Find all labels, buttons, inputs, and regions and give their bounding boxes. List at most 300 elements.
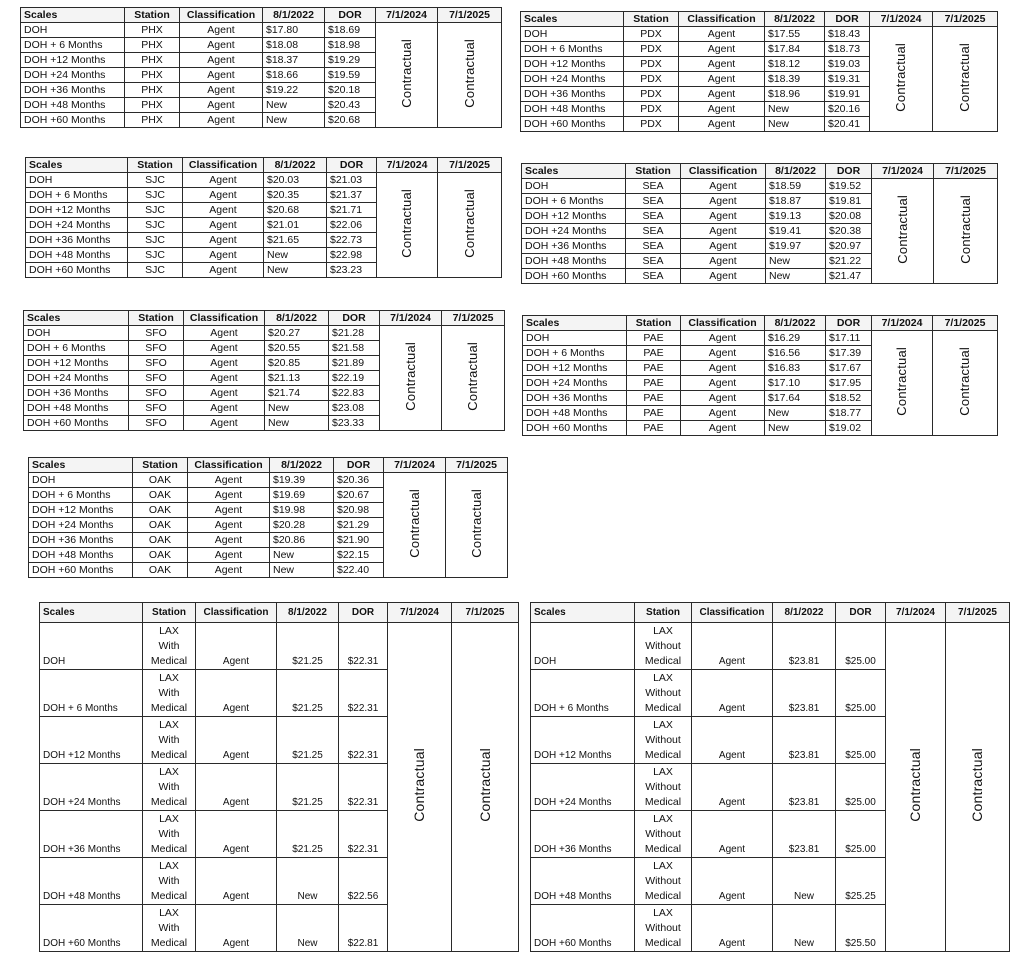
station-code: LAX bbox=[159, 625, 179, 637]
rate-2022-cell: $21.25 bbox=[277, 717, 339, 764]
rate-2022-cell: $19.13 bbox=[766, 209, 826, 224]
scale-cell: DOH +24 Months bbox=[522, 224, 626, 239]
scale-cell: DOH +48 Months bbox=[531, 858, 635, 905]
rate-2022-cell: New bbox=[765, 102, 825, 117]
station-cell bbox=[635, 764, 692, 811]
scale-table-sfo bbox=[23, 310, 505, 431]
scale-cell: DOH +48 Months bbox=[523, 406, 627, 421]
classification-cell: Agent bbox=[681, 224, 766, 239]
dor-cell: $25.00 bbox=[836, 811, 886, 858]
station-cell: OAK bbox=[133, 518, 188, 533]
header-station: Station bbox=[143, 603, 196, 623]
classification-cell: Agent bbox=[681, 406, 765, 421]
table-row bbox=[523, 331, 998, 346]
header-date-2024: 7/1/2024 bbox=[870, 12, 933, 27]
station-qualifier: With bbox=[158, 640, 180, 652]
station-code: LAX bbox=[653, 907, 673, 919]
rate-2022-cell: $20.86 bbox=[270, 533, 334, 548]
scale-cell: DOH +12 Months bbox=[24, 356, 129, 371]
table-row bbox=[521, 27, 998, 42]
header-station: Station bbox=[129, 311, 184, 326]
station-cell: SFO bbox=[129, 341, 184, 356]
scale-cell: DOH bbox=[40, 623, 143, 670]
classification-cell: Agent bbox=[681, 421, 765, 436]
header-classification: Classification bbox=[196, 603, 277, 623]
scale-cell: DOH +36 Months bbox=[521, 87, 624, 102]
table-row bbox=[531, 623, 1010, 670]
header-classification: Classification bbox=[681, 164, 766, 179]
scale-cell: DOH +60 Months bbox=[24, 416, 129, 431]
contractual-label: Contractual bbox=[957, 194, 973, 264]
rate-2022-cell: $19.98 bbox=[270, 503, 334, 518]
scale-cell: DOH + 6 Months bbox=[522, 194, 626, 209]
header-classification: Classification bbox=[681, 316, 765, 331]
header-scales: Scales bbox=[521, 12, 624, 27]
header-station: Station bbox=[125, 8, 180, 23]
rate-2022-cell: $18.59 bbox=[766, 179, 826, 194]
classification-cell: Agent bbox=[188, 488, 270, 503]
classification-cell: Agent bbox=[188, 533, 270, 548]
header-scales: Scales bbox=[522, 164, 626, 179]
station-code: LAX bbox=[159, 813, 179, 825]
scale-cell: DOH +60 Months bbox=[531, 905, 635, 952]
station-cell: SEA bbox=[626, 179, 681, 194]
header-scales: Scales bbox=[21, 8, 125, 23]
dor-cell: $21.03 bbox=[327, 173, 377, 188]
scale-cell: DOH +60 Months bbox=[26, 263, 128, 278]
scale-table-lax-with-medical bbox=[39, 602, 519, 952]
scale-cell: DOH +48 Months bbox=[522, 254, 626, 269]
station-qualifier: With bbox=[158, 828, 180, 840]
header-station: Station bbox=[626, 164, 681, 179]
contractual-label: Contractual bbox=[893, 42, 908, 112]
classification-cell: Agent bbox=[196, 858, 277, 905]
classification-cell: Agent bbox=[692, 764, 773, 811]
dor-cell: $18.52 bbox=[826, 391, 872, 406]
station-cell: PDX bbox=[624, 117, 679, 132]
classification-cell: Agent bbox=[196, 623, 277, 670]
station-qualifier: With bbox=[158, 875, 180, 887]
classification-cell: Agent bbox=[183, 203, 264, 218]
scale-cell: DOH +36 Months bbox=[26, 233, 128, 248]
rate-2022-cell: $21.25 bbox=[277, 811, 339, 858]
station-cell: OAK bbox=[133, 533, 188, 548]
table-row bbox=[21, 23, 502, 38]
dor-cell: $19.02 bbox=[826, 421, 872, 436]
scale-cell: DOH +60 Months bbox=[523, 421, 627, 436]
header-dor: DOR bbox=[836, 603, 886, 623]
dor-cell: $23.23 bbox=[327, 263, 377, 278]
classification-cell: Agent bbox=[188, 563, 270, 578]
rate-2022-cell: New bbox=[766, 269, 826, 284]
dor-cell: $19.31 bbox=[825, 72, 870, 87]
classification-cell: Agent bbox=[180, 113, 263, 128]
station-medical: Medical bbox=[150, 749, 188, 761]
contractual-2025-cell bbox=[438, 173, 502, 278]
header-classification: Classification bbox=[183, 158, 264, 173]
dor-cell: $19.29 bbox=[325, 53, 376, 68]
station-medical: Medical bbox=[150, 890, 188, 902]
contractual-2024-cell bbox=[872, 331, 933, 436]
header-row bbox=[521, 12, 998, 27]
classification-cell: Agent bbox=[183, 233, 264, 248]
header-dor: DOR bbox=[334, 458, 384, 473]
dor-cell: $19.52 bbox=[826, 179, 872, 194]
header-station: Station bbox=[627, 316, 681, 331]
header-classification: Classification bbox=[692, 603, 773, 623]
header-date-2024: 7/1/2024 bbox=[376, 8, 438, 23]
station-cell: SEA bbox=[626, 269, 681, 284]
scale-cell: DOH bbox=[24, 326, 129, 341]
dor-cell: $25.25 bbox=[836, 858, 886, 905]
rate-2022-cell: New bbox=[263, 113, 325, 128]
contractual-2025-cell bbox=[946, 623, 1010, 952]
header-date-2024: 7/1/2024 bbox=[886, 603, 946, 623]
station-cell: SJC bbox=[128, 233, 183, 248]
station-cell: PAE bbox=[627, 376, 681, 391]
station-cell: SJC bbox=[128, 173, 183, 188]
station-cell: SJC bbox=[128, 263, 183, 278]
classification-cell: Agent bbox=[183, 248, 264, 263]
station-cell: SFO bbox=[129, 386, 184, 401]
rate-2022-cell: New bbox=[277, 858, 339, 905]
contractual-label: Contractual bbox=[894, 194, 910, 264]
station-code: LAX bbox=[159, 766, 179, 778]
header-date-2022: 8/1/2022 bbox=[765, 316, 826, 331]
station-cell bbox=[635, 811, 692, 858]
scale-cell: DOH +24 Months bbox=[531, 764, 635, 811]
contractual-2024-cell bbox=[886, 623, 946, 952]
station-cell bbox=[635, 623, 692, 670]
scale-cell: DOH +36 Months bbox=[21, 83, 125, 98]
station-medical: Medical bbox=[644, 749, 682, 761]
classification-cell: Agent bbox=[679, 87, 765, 102]
rate-2022-cell: $21.25 bbox=[277, 623, 339, 670]
dor-cell: $25.00 bbox=[836, 623, 886, 670]
station-cell bbox=[635, 670, 692, 717]
rate-2022-cell: New bbox=[264, 263, 327, 278]
scale-cell: DOH +12 Months bbox=[26, 203, 128, 218]
station-medical: Medical bbox=[644, 702, 682, 714]
station-cell: SEA bbox=[626, 209, 681, 224]
dor-cell: $18.73 bbox=[825, 42, 870, 57]
station-cell: PAE bbox=[627, 346, 681, 361]
classification-cell: Agent bbox=[692, 858, 773, 905]
header-classification: Classification bbox=[184, 311, 265, 326]
rate-2022-cell: $23.81 bbox=[773, 717, 836, 764]
rate-2022-cell: $19.97 bbox=[766, 239, 826, 254]
rate-2022-cell: $17.84 bbox=[765, 42, 825, 57]
contractual-2025-cell bbox=[442, 326, 505, 431]
scale-table-oak bbox=[28, 457, 508, 578]
station-cell: PDX bbox=[624, 42, 679, 57]
contractual-2025-cell bbox=[933, 331, 998, 436]
station-cell: PDX bbox=[624, 102, 679, 117]
dor-cell: $22.31 bbox=[339, 764, 388, 811]
rate-2022-cell: $17.10 bbox=[765, 376, 826, 391]
classification-cell: Agent bbox=[184, 416, 265, 431]
dor-cell: $18.69 bbox=[325, 23, 376, 38]
classification-cell: Agent bbox=[679, 42, 765, 57]
scale-cell: DOH +60 Months bbox=[40, 905, 143, 952]
header-dor: DOR bbox=[826, 316, 872, 331]
header-row bbox=[26, 158, 502, 173]
dor-cell: $22.40 bbox=[334, 563, 384, 578]
classification-cell: Agent bbox=[679, 117, 765, 132]
scale-cell: DOH bbox=[26, 173, 128, 188]
classification-cell: Agent bbox=[681, 239, 766, 254]
contractual-2025-cell bbox=[446, 473, 508, 578]
contractual-2025-cell bbox=[452, 623, 519, 952]
classification-cell: Agent bbox=[180, 23, 263, 38]
rate-2022-cell: $17.80 bbox=[263, 23, 325, 38]
dor-cell: $25.00 bbox=[836, 670, 886, 717]
rate-2022-cell: New bbox=[766, 254, 826, 269]
classification-cell: Agent bbox=[180, 83, 263, 98]
station-code: LAX bbox=[159, 719, 179, 731]
header-row bbox=[523, 316, 998, 331]
rate-2022-cell: $21.01 bbox=[264, 218, 327, 233]
dor-cell: $22.98 bbox=[327, 248, 377, 263]
rate-2022-cell: $21.74 bbox=[265, 386, 329, 401]
rate-2022-cell: $20.68 bbox=[264, 203, 327, 218]
station-medical: Medical bbox=[644, 655, 682, 667]
header-row bbox=[531, 603, 1010, 623]
rate-2022-cell: New bbox=[765, 421, 826, 436]
station-qualifier: Without bbox=[645, 828, 681, 840]
station-medical: Medical bbox=[150, 702, 188, 714]
classification-cell: Agent bbox=[681, 209, 766, 224]
classification-cell: Agent bbox=[681, 346, 765, 361]
scale-cell: DOH +24 Months bbox=[521, 72, 624, 87]
classification-cell: Agent bbox=[196, 905, 277, 952]
station-code: LAX bbox=[159, 907, 179, 919]
dor-cell: $21.28 bbox=[329, 326, 380, 341]
dor-cell: $17.39 bbox=[826, 346, 872, 361]
contractual-2025-cell bbox=[933, 27, 998, 132]
station-cell: PAE bbox=[627, 406, 681, 421]
header-station: Station bbox=[624, 12, 679, 27]
classification-cell: Agent bbox=[188, 473, 270, 488]
classification-cell: Agent bbox=[681, 179, 766, 194]
table-row bbox=[40, 623, 519, 670]
dor-cell: $25.50 bbox=[836, 905, 886, 952]
dor-cell: $22.31 bbox=[339, 670, 388, 717]
scale-cell: DOH +48 Months bbox=[26, 248, 128, 263]
station-qualifier: With bbox=[158, 922, 180, 934]
dor-cell: $21.90 bbox=[334, 533, 384, 548]
classification-cell: Agent bbox=[196, 670, 277, 717]
classification-cell: Agent bbox=[196, 717, 277, 764]
header-scales: Scales bbox=[40, 603, 143, 623]
dor-cell: $21.47 bbox=[826, 269, 872, 284]
scale-cell: DOH +12 Months bbox=[21, 53, 125, 68]
scale-cell: DOH +36 Months bbox=[523, 391, 627, 406]
station-code: LAX bbox=[653, 860, 673, 872]
scale-cell: DOH +12 Months bbox=[521, 57, 624, 72]
rate-2022-cell: $20.03 bbox=[264, 173, 327, 188]
contractual-2024-cell bbox=[870, 27, 933, 132]
contractual-label: Contractual bbox=[461, 188, 477, 258]
header-date-2022: 8/1/2022 bbox=[263, 8, 325, 23]
header-station: Station bbox=[128, 158, 183, 173]
header-row bbox=[29, 458, 508, 473]
station-cell bbox=[143, 623, 196, 670]
station-cell: SFO bbox=[129, 326, 184, 341]
scale-table-lax-without-medical bbox=[530, 602, 1010, 952]
contractual-label: Contractual bbox=[957, 346, 972, 416]
station-cell: SFO bbox=[129, 371, 184, 386]
rate-2022-cell: $23.81 bbox=[773, 764, 836, 811]
dor-cell: $20.36 bbox=[334, 473, 384, 488]
scale-cell: DOH +36 Months bbox=[40, 811, 143, 858]
scale-cell: DOH +36 Months bbox=[29, 533, 133, 548]
station-cell: SJC bbox=[128, 218, 183, 233]
scale-cell: DOH +48 Months bbox=[521, 102, 624, 117]
contractual-2025-cell bbox=[438, 23, 502, 128]
classification-cell: Agent bbox=[679, 57, 765, 72]
header-dor: DOR bbox=[329, 311, 380, 326]
classification-cell: Agent bbox=[679, 72, 765, 87]
classification-cell: Agent bbox=[692, 623, 773, 670]
station-medical: Medical bbox=[644, 843, 682, 855]
scale-table-sea bbox=[521, 163, 998, 284]
header-classification: Classification bbox=[180, 8, 263, 23]
scale-table-phx bbox=[20, 7, 502, 128]
contractual-2024-cell bbox=[384, 473, 446, 578]
dor-cell: $21.89 bbox=[329, 356, 380, 371]
rate-2022-cell: $21.65 bbox=[264, 233, 327, 248]
dor-cell: $21.37 bbox=[327, 188, 377, 203]
classification-cell: Agent bbox=[196, 811, 277, 858]
station-cell: SFO bbox=[129, 416, 184, 431]
station-cell: OAK bbox=[133, 548, 188, 563]
header-row bbox=[24, 311, 505, 326]
dor-cell: $20.98 bbox=[334, 503, 384, 518]
dor-cell: $18.98 bbox=[325, 38, 376, 53]
station-cell: SFO bbox=[129, 356, 184, 371]
scale-cell: DOH +12 Months bbox=[40, 717, 143, 764]
contractual-2024-cell bbox=[380, 326, 442, 431]
station-cell: PAE bbox=[627, 361, 681, 376]
classification-cell: Agent bbox=[188, 518, 270, 533]
header-station: Station bbox=[635, 603, 692, 623]
station-code: LAX bbox=[159, 860, 179, 872]
header-scales: Scales bbox=[26, 158, 128, 173]
contractual-label: Contractual bbox=[957, 42, 972, 112]
classification-cell: Agent bbox=[692, 717, 773, 764]
dor-cell: $22.73 bbox=[327, 233, 377, 248]
station-cell bbox=[143, 858, 196, 905]
station-qualifier: Without bbox=[645, 640, 681, 652]
scale-cell: DOH +24 Months bbox=[523, 376, 627, 391]
scale-cell: DOH +60 Months bbox=[29, 563, 133, 578]
classification-cell: Agent bbox=[692, 905, 773, 952]
dor-cell: $17.95 bbox=[826, 376, 872, 391]
rate-2022-cell: New bbox=[265, 416, 329, 431]
scale-cell: DOH bbox=[21, 23, 125, 38]
station-cell bbox=[143, 717, 196, 764]
contractual-label: Contractual bbox=[398, 38, 414, 108]
station-cell: SJC bbox=[128, 203, 183, 218]
dor-cell: $21.29 bbox=[334, 518, 384, 533]
rate-2022-cell: $18.12 bbox=[765, 57, 825, 72]
station-medical: Medical bbox=[644, 796, 682, 808]
station-cell: OAK bbox=[133, 503, 188, 518]
station-cell: PDX bbox=[624, 27, 679, 42]
header-scales: Scales bbox=[531, 603, 635, 623]
classification-cell: Agent bbox=[681, 254, 766, 269]
rate-2022-cell: New bbox=[270, 563, 334, 578]
station-cell: PHX bbox=[125, 68, 180, 83]
dor-cell: $19.59 bbox=[325, 68, 376, 83]
station-code: LAX bbox=[653, 672, 673, 684]
classification-cell: Agent bbox=[184, 401, 265, 416]
classification-cell: Agent bbox=[681, 361, 765, 376]
classification-cell: Agent bbox=[692, 670, 773, 717]
scale-table-pae bbox=[522, 315, 998, 436]
classification-cell: Agent bbox=[692, 811, 773, 858]
station-cell: SEA bbox=[626, 239, 681, 254]
classification-cell: Agent bbox=[180, 98, 263, 113]
rate-2022-cell: New bbox=[773, 905, 836, 952]
header-row bbox=[21, 8, 502, 23]
classification-cell: Agent bbox=[188, 503, 270, 518]
scale-cell: DOH + 6 Months bbox=[40, 670, 143, 717]
dor-cell: $20.18 bbox=[325, 83, 376, 98]
rate-2022-cell: $21.13 bbox=[265, 371, 329, 386]
dor-cell: $20.67 bbox=[334, 488, 384, 503]
rate-2022-cell: $18.37 bbox=[263, 53, 325, 68]
station-cell: SJC bbox=[128, 188, 183, 203]
dor-cell: $21.71 bbox=[327, 203, 377, 218]
dor-cell: $18.43 bbox=[825, 27, 870, 42]
classification-cell: Agent bbox=[184, 356, 265, 371]
header-date-2022: 8/1/2022 bbox=[264, 158, 327, 173]
scale-cell: DOH + 6 Months bbox=[531, 670, 635, 717]
contractual-label: Contractual bbox=[468, 488, 484, 558]
contractual-label: Contractual bbox=[461, 38, 477, 108]
header-date-2025: 7/1/2025 bbox=[446, 458, 508, 473]
station-medical: Medical bbox=[644, 937, 682, 949]
scale-cell: DOH +24 Months bbox=[26, 218, 128, 233]
station-qualifier: Without bbox=[645, 922, 681, 934]
station-cell: SFO bbox=[129, 401, 184, 416]
scale-cell: DOH +12 Months bbox=[531, 717, 635, 764]
header-classification: Classification bbox=[188, 458, 270, 473]
scale-cell: DOH +60 Months bbox=[21, 113, 125, 128]
classification-cell: Agent bbox=[681, 331, 765, 346]
header-dor: DOR bbox=[825, 12, 870, 27]
station-cell bbox=[143, 764, 196, 811]
rate-2022-cell: $16.29 bbox=[765, 331, 826, 346]
scale-cell: DOH + 6 Months bbox=[26, 188, 128, 203]
dor-cell: $21.58 bbox=[329, 341, 380, 356]
station-cell: PHX bbox=[125, 113, 180, 128]
station-code: LAX bbox=[159, 672, 179, 684]
contractual-2024-cell bbox=[872, 179, 934, 284]
scale-cell: DOH + 6 Months bbox=[21, 38, 125, 53]
scale-cell: DOH +48 Months bbox=[29, 548, 133, 563]
scale-cell: DOH +12 Months bbox=[523, 361, 627, 376]
scale-cell: DOH +48 Months bbox=[24, 401, 129, 416]
rate-2022-cell: New bbox=[265, 401, 329, 416]
station-medical: Medical bbox=[150, 796, 188, 808]
contractual-label: Contractual bbox=[907, 748, 923, 822]
station-code: LAX bbox=[653, 625, 673, 637]
dor-cell: $20.97 bbox=[826, 239, 872, 254]
header-dor: DOR bbox=[325, 8, 376, 23]
